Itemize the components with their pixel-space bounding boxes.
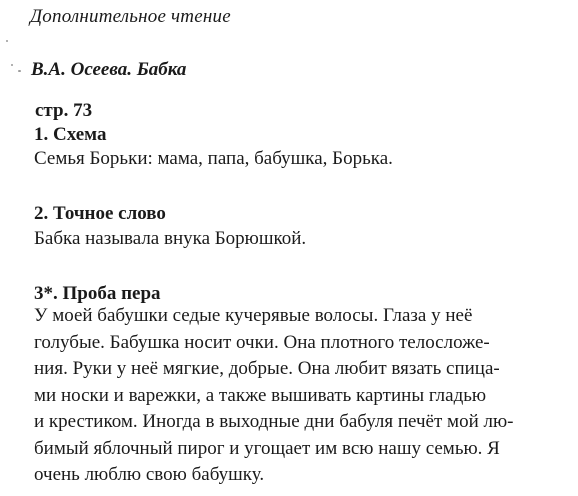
task-2-text	[34, 226, 306, 253]
task-3-line: и крестиком. Иногда в выходные дни бабуля печёт мой лю-	[34, 411, 514, 432]
task-1-line: Семья Борьки: мама, папа, бабушка, Борька.	[34, 148, 393, 169]
section-header: Дополнительное чтение	[30, 6, 231, 27]
task-2-title: 2. Точное слово	[34, 203, 166, 224]
task-1-title: 1. Схема	[34, 124, 107, 145]
task-3-line: очень люблю свою бабушку.	[34, 464, 265, 485]
task-2-line: Бабка называла внука Борюшкой.	[34, 228, 307, 249]
task-1-text	[34, 146, 393, 173]
story-title: В.А. Осеева. Бабка	[31, 59, 187, 80]
scan-speck	[6, 40, 8, 42]
task-3-line: ми носки и варежки, а также вышивать картины гладью	[34, 384, 487, 406]
task-3-line: голубые. Бабушка носит очки. Она плотного телосложе-	[34, 331, 490, 353]
page-reference: стр. 73	[35, 100, 93, 121]
task-3-line: бимый яблочный пирог и угощает им всю нашу семью. Я	[34, 437, 500, 459]
task-3-title: 3*. Проба пера	[34, 283, 161, 304]
task-3-line: У моей бабушки седые кучерявые волосы. Глаза у неё	[34, 305, 473, 326]
scan-speck	[11, 64, 13, 66]
task-3-text	[34, 303, 514, 489]
task-3-line: ния. Руки у неё мягкие, добрые. Она любит вязать спица-	[34, 358, 500, 379]
scan-speck	[18, 70, 21, 72]
